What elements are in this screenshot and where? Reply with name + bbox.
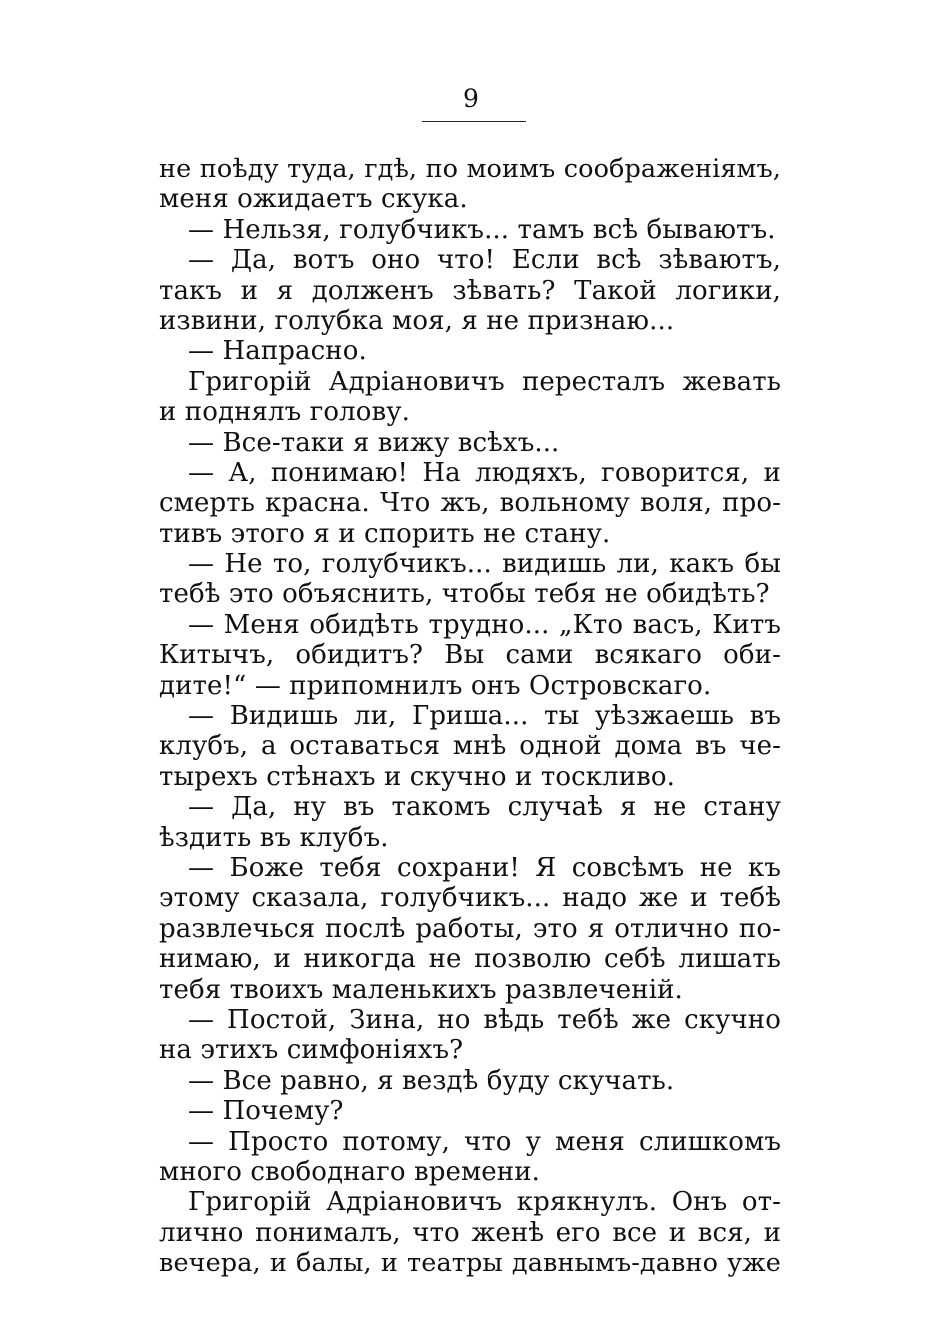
text-line: тебѣ это объяснить, чтобы тебя не обидѣть?	[159, 579, 770, 610]
text-line: — Видишь ли, Гриша... ты уѣзжаешь въ	[188, 701, 781, 732]
text-line: — Все-таки я вижу всѣхъ...	[188, 427, 560, 458]
page-number: 9	[463, 84, 479, 113]
text-line: — Постой, Зина, но вѣдь тебѣ же скучно	[188, 1004, 781, 1035]
text-line: — Да, ну въ такомъ случаѣ я не стану	[188, 792, 781, 823]
text-line: тивъ этого я и спорить не стану.	[159, 518, 611, 549]
text-line: — Почему?	[188, 1096, 344, 1127]
text-line: такъ и я долженъ зѣвать? Такой логики,	[159, 275, 781, 306]
text-line: на этихъ симфоніяхъ?	[159, 1035, 464, 1066]
text-line: лично понималъ, что женѣ его все и вся, и	[159, 1217, 781, 1248]
text-line: ѣздить въ клубъ.	[159, 822, 389, 853]
text-line: — Просто потому, что у меня слишкомъ	[188, 1126, 781, 1157]
text-line: — Боже тебя сохрани! Я совсѣмъ не къ	[188, 852, 781, 883]
text-line: вечера, и балы, и театры давнымъ-давно уже	[159, 1248, 781, 1279]
text-line: этому сказала, голубчикъ... надо же и тебѣ	[159, 883, 781, 914]
text-line: извини, голубка моя, я не признаю...	[159, 305, 675, 336]
text-line: клубъ, а оставаться мнѣ одной дома въ че-	[159, 731, 781, 762]
text-line: не поѣду туда, гдѣ, по моимъ соображеніямъ,	[159, 154, 781, 184]
text-line: — Все равно, я вездѣ буду скучать.	[188, 1065, 675, 1096]
text-line: и поднялъ голову.	[159, 397, 410, 428]
page-body-text	[159, 154, 781, 1278]
text-line: — Да, вотъ оно что! Если всѣ зѣваютъ,	[188, 245, 781, 276]
text-line: — Напрасно.	[188, 336, 367, 367]
text-line: — Нельзя, голубчикъ... тамъ всѣ бываютъ.	[188, 214, 776, 245]
text-line: — Меня обидѣть трудно... „Кто васъ, Китъ	[188, 609, 781, 640]
text-line: нимаю, и никогда не позволю себѣ лишать	[159, 944, 781, 975]
text-line: Китычъ, обидитъ? Вы сами всякаго оби-	[159, 640, 781, 671]
text-line: меня ожидаетъ скука.	[159, 184, 468, 215]
text-line: смерть красна. Что жъ, вольному воля, про-	[159, 488, 781, 519]
text-line: тебя твоихъ маленькихъ развлеченій.	[159, 974, 683, 1005]
text-line: развлечься послѣ работы, это я отлично по-	[159, 913, 781, 944]
text-line: много свободнаго времени.	[159, 1156, 540, 1187]
header-rule	[422, 121, 526, 122]
text-line: тырехъ стѣнахъ и скучно и тоскливо.	[159, 761, 675, 792]
text-line: дите!“ — припомнилъ онъ Островскаго.	[159, 670, 712, 701]
text-line: Григорій Адріановичъ крякнулъ. Онъ от-	[188, 1187, 781, 1218]
text-line: Григорій Адріановичъ пересталъ жевать	[188, 366, 781, 397]
text-line: — Не то, голубчикъ... видишь ли, какъ бы	[188, 549, 781, 580]
text-line: — А, понимаю! На людяхъ, говорится, и	[188, 457, 781, 488]
